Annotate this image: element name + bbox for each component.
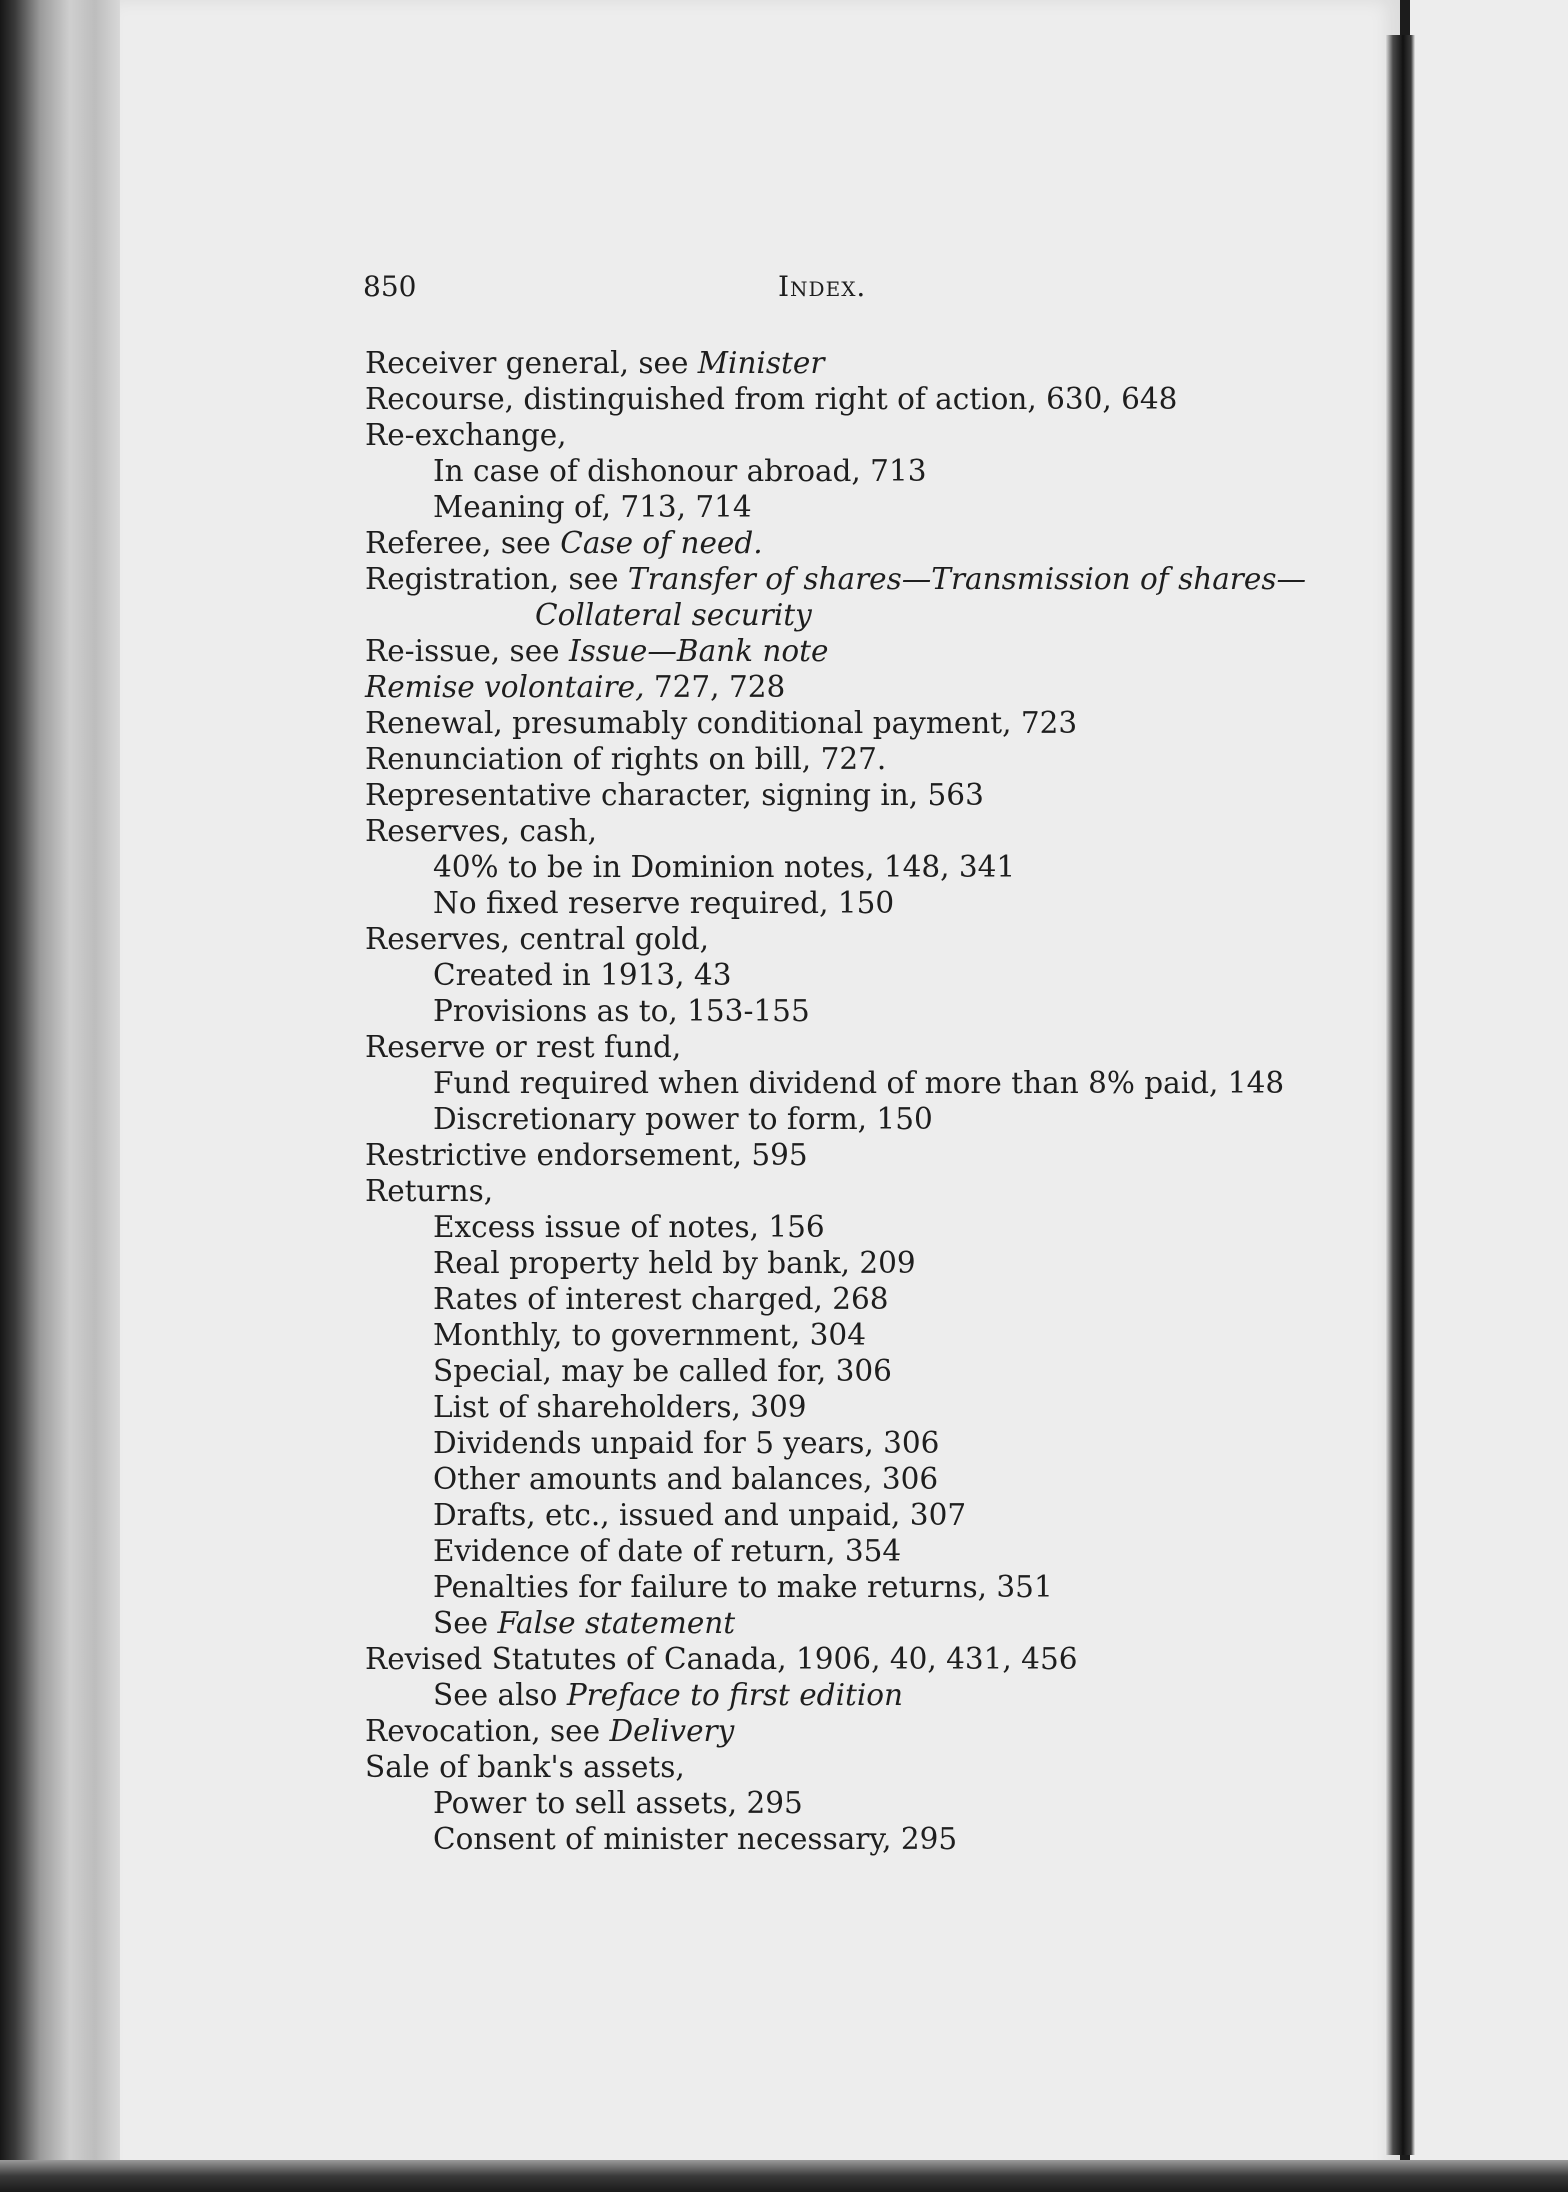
index-subentry	[365, 453, 1305, 489]
entry-cross-reference: Transfer of shares—Transmission of shares—	[627, 562, 1307, 596]
entry-text: Monthly, to government, 304	[433, 1318, 866, 1352]
index-subentry	[365, 1497, 1305, 1533]
index-subentry	[365, 1821, 1305, 1857]
index-subentry	[365, 1461, 1305, 1497]
right-page	[1410, 0, 1568, 2192]
index-subentry	[365, 1533, 1305, 1569]
index-subentry	[365, 1605, 1305, 1641]
entry-text: Special, may be called for, 306	[433, 1354, 892, 1388]
entry-cross-reference: Collateral security	[535, 598, 812, 632]
entry-cross-reference: Remise volontaire,	[365, 670, 645, 704]
index-entry	[365, 1713, 1305, 1749]
index-entry	[365, 345, 1305, 381]
entry-text: No fixed reserve required, 150	[433, 886, 895, 920]
index-entry	[365, 741, 1305, 777]
index-subentry	[365, 1101, 1305, 1137]
index-entry	[365, 381, 1305, 417]
index-subentry	[365, 1389, 1305, 1425]
index-subentry	[365, 1281, 1305, 1317]
entry-text: Receiver general, see	[365, 346, 698, 380]
index-entry	[365, 669, 1305, 705]
bottom-edge	[0, 2160, 1568, 2192]
index-subentry	[365, 1425, 1305, 1461]
entry-text: Other amounts and balances, 306	[433, 1462, 939, 1496]
index-subentry	[365, 849, 1305, 885]
entry-text: Power to sell assets, 295	[433, 1786, 803, 1820]
entry-text: Revised Statutes of Canada, 1906, 40, 431, 456	[365, 1642, 1078, 1676]
entry-text: Re-issue, see	[365, 634, 569, 668]
running-head: Index.	[778, 270, 867, 303]
index-entry	[365, 417, 1305, 453]
book-fore-edge	[0, 0, 135, 2192]
entry-cross-reference: Minister	[697, 346, 825, 380]
index-entry	[365, 1173, 1305, 1209]
entry-text: Registration, see	[365, 562, 628, 596]
index-entries	[365, 345, 1305, 1857]
entry-text: Sale of bank's assets,	[365, 1750, 685, 1784]
entry-text: Representative character, signing in, 563	[365, 778, 984, 812]
entry-text: Reserve or rest fund,	[365, 1030, 682, 1064]
entry-text: Real property held by bank, 209	[433, 1246, 916, 1280]
entry-pages: 727, 728	[644, 670, 786, 704]
entry-text: Restrictive endorsement, 595	[365, 1138, 808, 1172]
entry-text: Consent of minister necessary, 295	[433, 1822, 958, 1856]
entry-text: Discretionary power to form, 150	[433, 1102, 933, 1136]
entry-text: Created in 1913, 43	[433, 958, 732, 992]
entry-text: Meaning of, 713, 714	[433, 490, 752, 524]
entry-text: Revocation, see	[365, 1714, 610, 1748]
index-subentry	[365, 1065, 1305, 1101]
entry-text: Re-exchange,	[365, 418, 567, 452]
index-subentry	[365, 1785, 1305, 1821]
entry-text: 40% to be in Dominion notes, 148, 341	[433, 850, 1016, 884]
entry-text: Renunciation of rights on bill, 727.	[365, 742, 887, 776]
entry-cross-reference: Case of need.	[560, 526, 763, 560]
index-subentry	[365, 1569, 1305, 1605]
entry-text: Renewal, presumably conditional payment, 723	[365, 706, 1078, 740]
index-entry	[365, 525, 1305, 561]
entry-text: Evidence of date of return, 354	[433, 1534, 902, 1568]
index-subentry	[365, 1317, 1305, 1353]
index-subentry	[365, 1245, 1305, 1281]
book-gutter	[1385, 35, 1415, 2155]
page-header	[363, 270, 1278, 310]
index-entry	[365, 1029, 1305, 1065]
entry-text: Reserves, central gold,	[365, 922, 710, 956]
index-entry	[365, 1749, 1305, 1785]
page-number: 850	[363, 270, 417, 303]
index-subentry	[365, 993, 1305, 1029]
index-subentry	[365, 1677, 1305, 1713]
index-entry	[365, 1641, 1305, 1677]
index-entry	[365, 705, 1305, 741]
entry-text: In case of dishonour abroad, 713	[433, 454, 927, 488]
entry-text: List of shareholders, 309	[433, 1390, 807, 1424]
index-entry	[365, 633, 1305, 669]
index-subentry	[365, 1209, 1305, 1245]
index-continuation	[365, 597, 1305, 633]
entry-text: Dividends unpaid for 5 years, 306	[433, 1426, 940, 1460]
entry-text: Drafts, etc., issued and unpaid, 307	[433, 1498, 967, 1532]
entry-text: See	[433, 1606, 498, 1640]
index-subentry	[365, 957, 1305, 993]
index-entry	[365, 561, 1305, 597]
entry-text: Excess issue of notes, 156	[433, 1210, 825, 1244]
entry-text: Fund required when dividend of more than 8% paid, 148	[433, 1066, 1285, 1100]
entry-cross-reference: Preface to first edition	[566, 1678, 904, 1712]
entry-text: Reserves, cash,	[365, 814, 598, 848]
entry-cross-reference: Issue—Bank note	[569, 634, 829, 668]
entry-text: Penalties for failure to make returns, 351	[433, 1570, 1053, 1604]
index-entry	[365, 813, 1305, 849]
index-subentry	[365, 489, 1305, 525]
entry-text: Recourse, distinguished from right of action, 630, 648	[365, 382, 1178, 416]
index-entry	[365, 1137, 1305, 1173]
index-subentry	[365, 1353, 1305, 1389]
entry-text: Provisions as to, 153-155	[433, 994, 810, 1028]
entry-text: See also	[433, 1678, 567, 1712]
index-subentry	[365, 885, 1305, 921]
entry-text: Returns,	[365, 1174, 494, 1208]
index-entry	[365, 777, 1305, 813]
index-entry	[365, 921, 1305, 957]
entry-cross-reference: False statement	[497, 1606, 736, 1640]
entry-cross-reference: Delivery	[609, 1714, 735, 1748]
entry-text: Rates of interest charged, 268	[433, 1282, 889, 1316]
entry-text: Referee, see	[365, 526, 561, 560]
